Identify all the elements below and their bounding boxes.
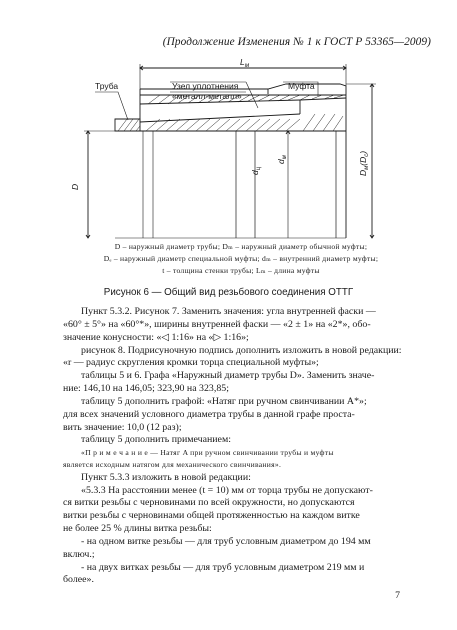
paragraph-line: - на одном витке резьбы — для труб условным диаметром до 194 мм	[81, 535, 371, 547]
paragraph-line: включ.;	[63, 548, 95, 560]
paragraph-line: «60° ± 5°» на «60°*», ширины внутренней фаски — «2 ± 1» на «2*», обо-	[63, 318, 371, 330]
paragraph-line: - на двух витках резьбы — для труб условным диаметром 219 мм и	[81, 561, 365, 573]
paragraph-line: таблицу 5 дополнить графой: «Натяг при ручном свинчивании A*»;	[81, 395, 367, 407]
legend-line: D – наружный диаметр трубы; Dₘ – наружный диаметр обычной муфты;	[114, 242, 368, 251]
label-seal-2: «металл-металл»	[172, 91, 242, 101]
legend-line: Dₑ – наружный диаметр специальной муфты; dₘ – внутренний диаметр муфты;	[103, 254, 379, 264]
body-text	[63, 306, 418, 587]
label-coupling: Муфта	[288, 81, 315, 91]
note-line: «П р и м е ч а н и е — Натяг A при ручном свинчивании трубы и муфты	[81, 448, 334, 458]
dim-dc: $d_ц$	[250, 166, 262, 175]
dim-dm: $d_м$	[276, 155, 288, 164]
paragraph-line: Пункт 5.3.2. Рисунок 7. Заменить значения: угла внутренней фаски —	[81, 306, 376, 317]
paragraph-line: ся витки резьбы с черновинами по всей окружности, но допускаются	[63, 497, 355, 509]
paragraph-line: значение конусности: «◁ 1:16» на «▷ 1:16»;	[63, 331, 249, 343]
paragraph-line: вить значение: 10,0 (12 раз);	[63, 421, 182, 433]
page-number: 7	[395, 590, 400, 601]
label-pipe: Труба	[95, 81, 119, 91]
paragraph-line: «r — радиус скругления кромки торца специальной муфты»;	[63, 357, 319, 369]
dim-d: D	[70, 183, 80, 190]
paragraph-line: Пункт 5.3.3 изложить в новой редакции:	[81, 471, 251, 483]
connection-drawing	[0, 52, 457, 242]
paragraph-line: таблицы 5 и 6. Графа «Наружный диаметр трубы D». Заменить значе-	[81, 370, 375, 382]
paragraph-line: ние: 146,10 на 146,05; 323,90 на 323,85;	[63, 383, 229, 395]
dim-lm: $L_м$	[240, 57, 250, 69]
paragraph-line: не более 25 % длины витка резьбы:	[63, 523, 212, 535]
note-line: является исходным натягом для механического свинчивания».	[63, 460, 282, 470]
figure-caption: Рисунок 6 — Общий вид резьбового соединения ОТТГ	[103, 287, 354, 298]
paragraph-line: рисунок 8. Подрисуночную подпись дополнить изложить в новой редакции:	[81, 344, 402, 356]
paragraph-line: для всех значений условного диаметра трубы в данной графе простa-	[63, 408, 355, 420]
paragraph-line: «5.3.3 На расстоянии менее (t = 10) мм от торца трубы не допускают-	[81, 484, 373, 496]
paragraph-line: более».	[63, 574, 94, 586]
figure-legend	[64, 241, 418, 278]
dim-dm-dc: $D_м(D_с)$	[358, 150, 370, 176]
legend-line: t – толщина стенки трубы; Lₘ – длина муфты	[162, 266, 320, 276]
paragraph-line: витки резьбы с черновинами общей протяженностью на каждом витке	[63, 510, 360, 522]
page-header: (Продолжение Изменения № 1 к ГОСТ Р 53365—2009)	[162, 36, 431, 48]
paragraph-line: таблицу 5 дополнить примечанием:	[81, 434, 231, 446]
label-seal-1: Узел уплотнения	[172, 81, 239, 91]
